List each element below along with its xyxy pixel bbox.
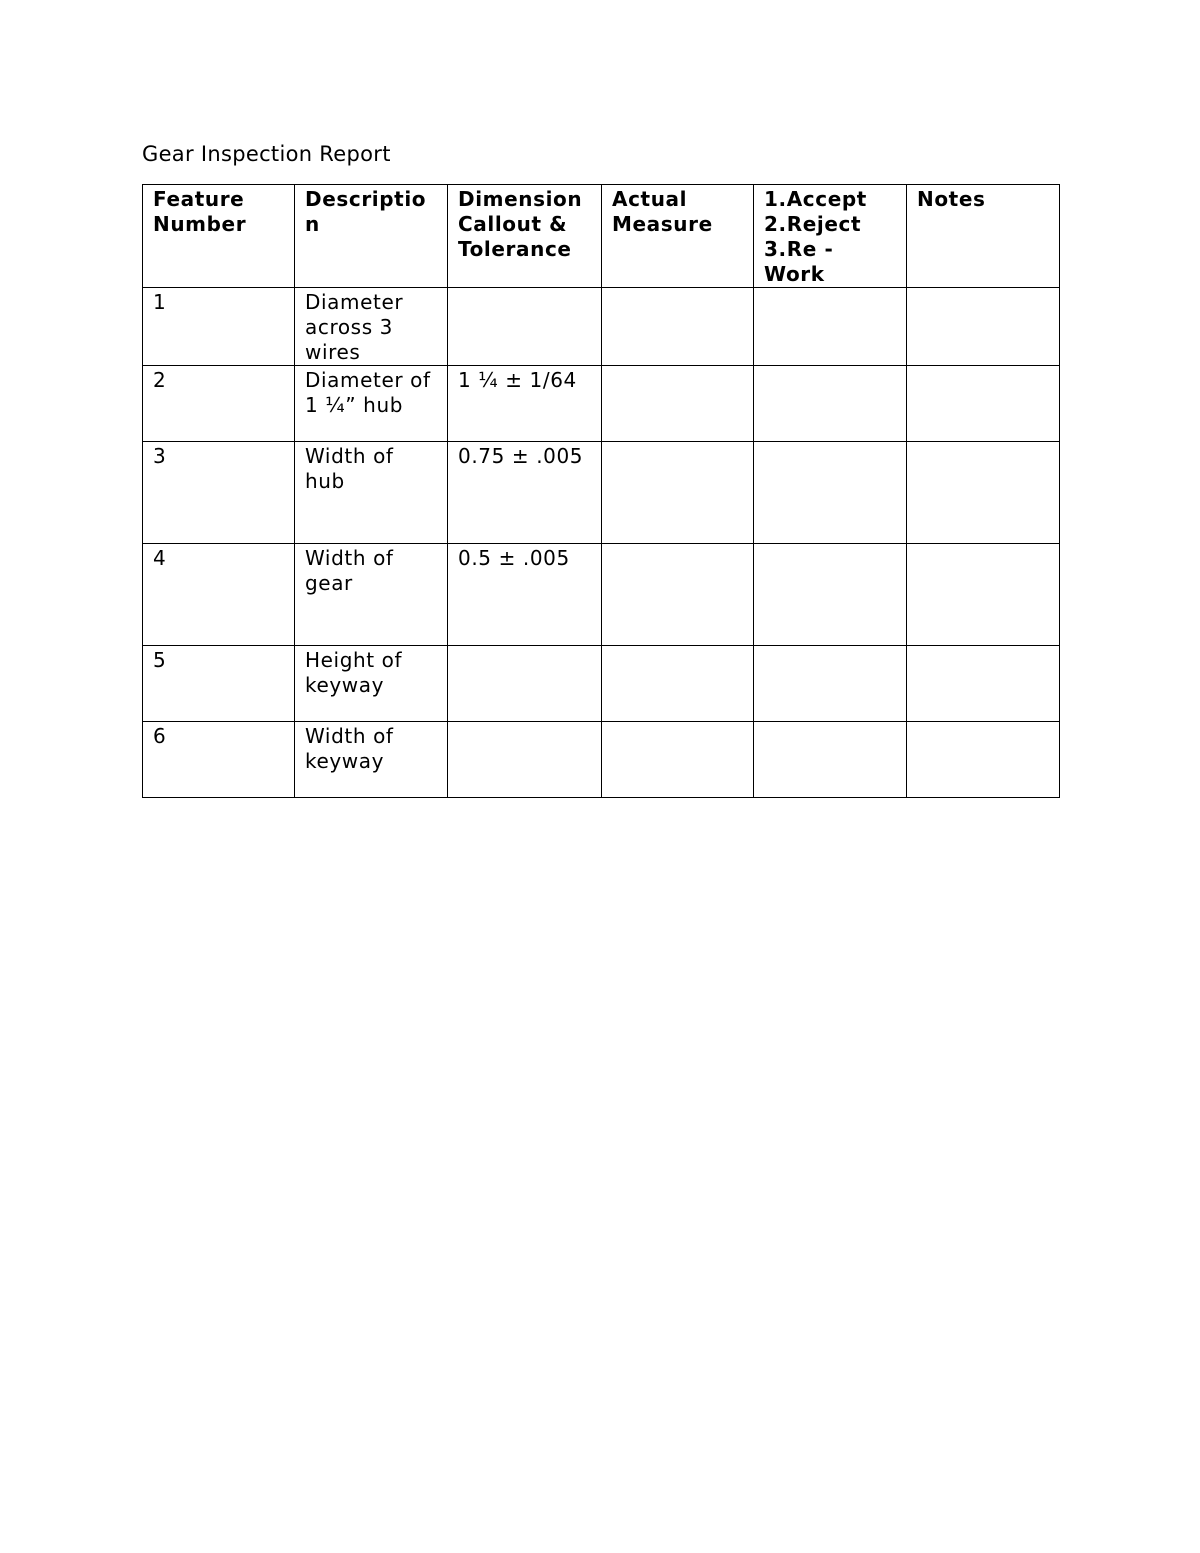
cell-notes[interactable] [907, 288, 1060, 366]
header-text: 3.Re - [764, 237, 834, 261]
header-text: Actual [612, 187, 688, 211]
header-feature-number [143, 185, 295, 288]
cell-feature-number: 5 [143, 646, 295, 722]
table-header-row [143, 185, 1060, 288]
cell-text: keyway [305, 749, 385, 773]
header-text: Descriptio [305, 187, 427, 211]
cell-status[interactable] [754, 722, 907, 798]
header-actual-measure [602, 185, 754, 288]
cell-notes[interactable] [907, 366, 1060, 442]
cell-actual-measure[interactable] [602, 366, 754, 442]
cell-description [295, 646, 448, 722]
table-row [143, 646, 1060, 722]
cell-actual-measure[interactable] [602, 646, 754, 722]
cell-actual-measure[interactable] [602, 442, 754, 544]
cell-text: Width of [305, 546, 394, 570]
header-description [295, 185, 448, 288]
header-text: Dimension [458, 187, 583, 211]
table-row [143, 544, 1060, 646]
cell-text: hub [305, 469, 345, 493]
table-row [143, 442, 1060, 544]
header-text: n [305, 212, 320, 236]
cell-notes[interactable] [907, 544, 1060, 646]
cell-notes[interactable] [907, 442, 1060, 544]
cell-actual-measure[interactable] [602, 288, 754, 366]
cell-actual-measure[interactable] [602, 544, 754, 646]
cell-text: Height of [305, 648, 403, 672]
cell-text: Width of [305, 444, 394, 468]
cell-text: gear [305, 571, 353, 595]
cell-text: across 3 [305, 315, 393, 339]
header-notes [907, 185, 1060, 288]
cell-dimension: 0.5 ± .005 [448, 544, 602, 646]
cell-description [295, 442, 448, 544]
cell-description [295, 544, 448, 646]
cell-dimension: 0.75 ± .005 [448, 442, 602, 544]
cell-status[interactable] [754, 646, 907, 722]
cell-status[interactable] [754, 544, 907, 646]
cell-text: keyway [305, 673, 385, 697]
cell-dimension: 1 ¼ ± 1/64 [448, 366, 602, 442]
header-text: Notes [917, 187, 986, 211]
cell-feature-number: 4 [143, 544, 295, 646]
table-row [143, 288, 1060, 366]
header-text: Callout & [458, 212, 568, 236]
header-status [754, 185, 907, 288]
header-text: Measure [612, 212, 713, 236]
cell-text: Diameter [305, 290, 404, 314]
cell-text: Width of [305, 724, 394, 748]
cell-description [295, 722, 448, 798]
header-text: Feature [153, 187, 245, 211]
cell-feature-number: 3 [143, 442, 295, 544]
cell-description [295, 366, 448, 442]
header-text: 1.Accept [764, 187, 867, 211]
table-row [143, 722, 1060, 798]
cell-feature-number: 6 [143, 722, 295, 798]
header-text: Tolerance [458, 237, 572, 261]
header-text: Number [153, 212, 247, 236]
cell-feature-number: 2 [143, 366, 295, 442]
cell-dimension [448, 646, 602, 722]
cell-description [295, 288, 448, 366]
cell-status[interactable] [754, 366, 907, 442]
header-text: 2.Reject [764, 212, 862, 236]
cell-dimension [448, 288, 602, 366]
page-title: Gear Inspection Report [142, 142, 391, 166]
cell-status[interactable] [754, 288, 907, 366]
cell-actual-measure[interactable] [602, 722, 754, 798]
header-text: Work [764, 262, 825, 286]
cell-text: Diameter of [305, 368, 431, 392]
inspection-table [142, 184, 1060, 798]
cell-notes[interactable] [907, 646, 1060, 722]
cell-notes[interactable] [907, 722, 1060, 798]
cell-status[interactable] [754, 442, 907, 544]
table-row [143, 366, 1060, 442]
cell-text: 1 ¼” hub [305, 393, 404, 417]
cell-text: wires [305, 340, 361, 364]
header-dimension [448, 185, 602, 288]
cell-feature-number: 1 [143, 288, 295, 366]
cell-dimension [448, 722, 602, 798]
